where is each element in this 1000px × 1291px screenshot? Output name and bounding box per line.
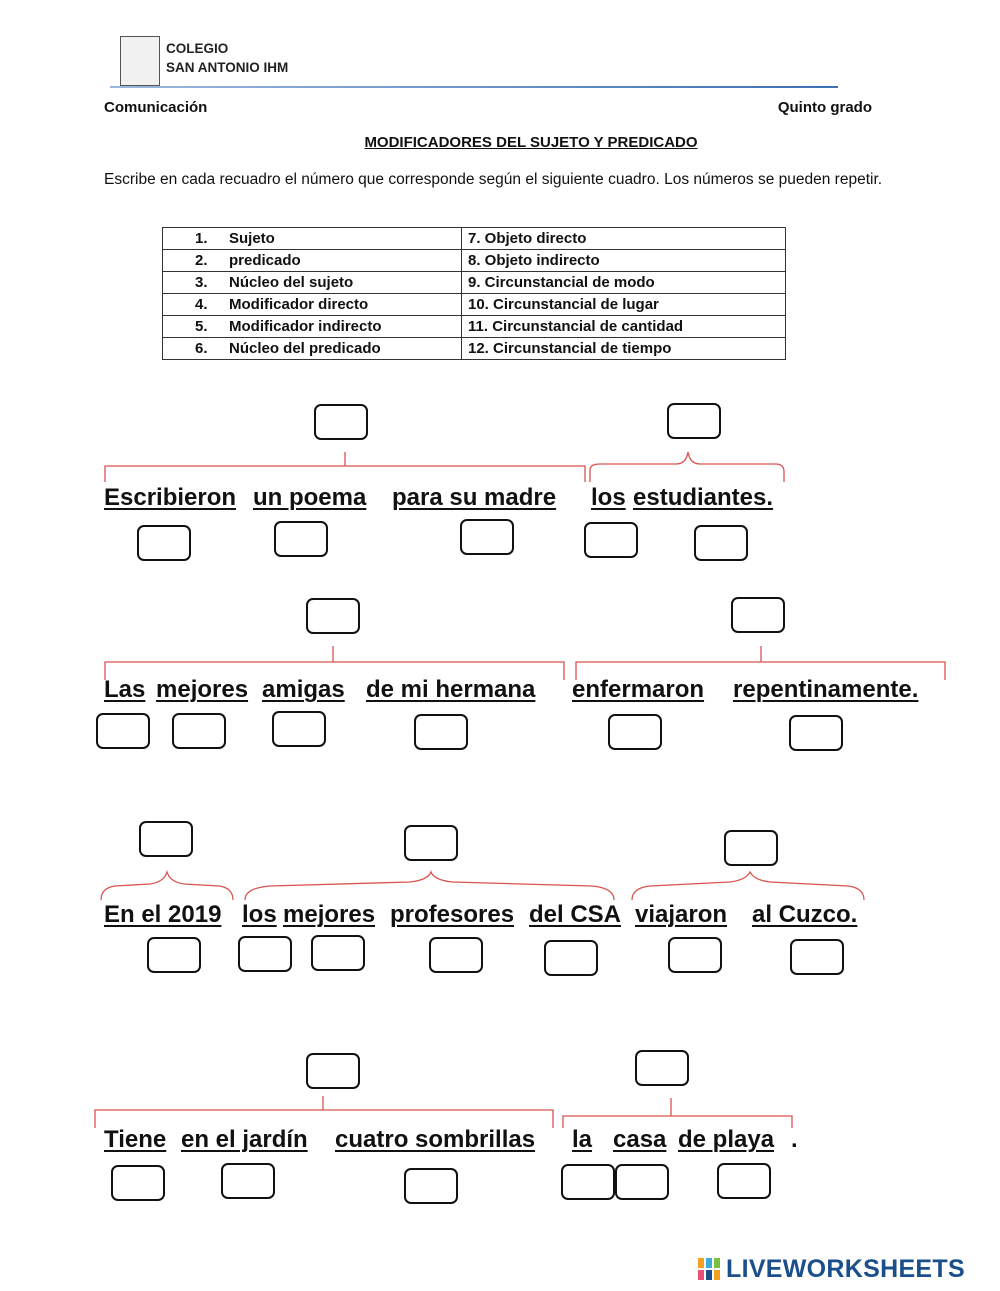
answer-box[interactable] bbox=[608, 714, 662, 750]
answer-box[interactable] bbox=[429, 937, 483, 973]
legend-number: 4. bbox=[195, 296, 208, 313]
legend-right-label: 8. Objeto indirecto bbox=[462, 250, 786, 272]
legend-left-label: Modificador directo bbox=[229, 296, 369, 313]
time-brace bbox=[101, 872, 233, 900]
answer-box[interactable] bbox=[111, 1165, 165, 1201]
sentence-word: mejores bbox=[156, 676, 249, 703]
answer-box[interactable] bbox=[404, 1168, 458, 1204]
answer-box[interactable] bbox=[667, 403, 721, 439]
sentence-word: profesores bbox=[390, 901, 515, 928]
answer-box[interactable] bbox=[561, 1164, 615, 1200]
sentence-word: cuatro sombrillas bbox=[335, 1126, 536, 1153]
sentence-word: enfermaron bbox=[572, 676, 705, 703]
answer-box[interactable] bbox=[460, 519, 514, 555]
sentence-word: al Cuzco. bbox=[752, 901, 858, 928]
legend-left-label: predicado bbox=[229, 252, 301, 269]
answer-box[interactable] bbox=[274, 521, 328, 557]
answer-box[interactable] bbox=[789, 715, 843, 751]
answer-box[interactable] bbox=[668, 937, 722, 973]
answer-box[interactable] bbox=[544, 940, 598, 976]
bracket-line-left bbox=[105, 646, 564, 680]
sentence-word: En el 2019 bbox=[104, 901, 222, 928]
school-name-line1: COLEGIO bbox=[166, 41, 229, 56]
legend-right-label: 10. Circunstancial de lugar bbox=[462, 294, 786, 316]
brand-logo-icon bbox=[698, 1258, 720, 1280]
answer-box[interactable] bbox=[717, 1163, 771, 1199]
sentence-word: para su madre bbox=[392, 484, 557, 511]
answer-box[interactable] bbox=[311, 935, 365, 971]
legend-right-label: 11. Circunstancial de cantidad bbox=[462, 316, 786, 338]
answer-box[interactable] bbox=[635, 1050, 689, 1086]
legend-number: 3. bbox=[195, 274, 208, 291]
answer-box[interactable] bbox=[172, 713, 226, 749]
answer-box[interactable] bbox=[96, 713, 150, 749]
legend-number: 6. bbox=[195, 340, 208, 357]
predicate-brace bbox=[590, 452, 784, 482]
legend-right-label: 9. Circunstancial de modo bbox=[462, 272, 786, 294]
answer-box[interactable] bbox=[414, 714, 468, 750]
legend-left-label: Modificador indirecto bbox=[229, 318, 382, 335]
sentence-word: repentinamente. bbox=[733, 676, 919, 703]
sentence-word: la bbox=[572, 1126, 593, 1153]
sentence-word: del CSA bbox=[529, 901, 622, 928]
answer-box[interactable] bbox=[221, 1163, 275, 1199]
sentence-word: Las bbox=[104, 676, 146, 703]
answer-box[interactable] bbox=[139, 821, 193, 857]
answer-box[interactable] bbox=[790, 939, 844, 975]
brand-name: LIVEWORKSHEETS bbox=[726, 1255, 965, 1283]
legend-number: 2. bbox=[195, 252, 208, 269]
answer-box[interactable] bbox=[724, 830, 778, 866]
answer-box[interactable] bbox=[731, 597, 785, 633]
legend-left-label: Sujeto bbox=[229, 230, 275, 247]
answer-box[interactable] bbox=[615, 1164, 669, 1200]
answer-box[interactable] bbox=[306, 1053, 360, 1089]
sentence-word: los bbox=[242, 901, 277, 928]
answer-box[interactable] bbox=[147, 937, 201, 973]
subject-brace bbox=[245, 872, 614, 900]
legend-right-label: 7. Objeto directo bbox=[462, 228, 786, 250]
sentence-word: Tiene bbox=[104, 1126, 167, 1153]
grade-label: Quinto grado bbox=[777, 99, 872, 116]
legend-number: 1. bbox=[195, 230, 208, 247]
sentence-word: Escribieron bbox=[104, 484, 237, 511]
answer-box[interactable] bbox=[404, 825, 458, 861]
answer-box[interactable] bbox=[694, 525, 748, 561]
legend-left-label: Núcleo del predicado bbox=[229, 340, 381, 357]
bracket-line-right bbox=[563, 1098, 792, 1128]
sentence-word: casa bbox=[613, 1126, 667, 1153]
answer-box[interactable] bbox=[272, 711, 326, 747]
school-name-line2: SAN ANTONIO IHM bbox=[166, 60, 289, 75]
sentence-period: . bbox=[791, 1126, 798, 1153]
answer-box[interactable] bbox=[137, 525, 191, 561]
answer-box[interactable] bbox=[238, 936, 292, 972]
answer-box[interactable] bbox=[584, 522, 638, 558]
subject-label: Comunicación bbox=[104, 99, 208, 116]
answer-box[interactable] bbox=[306, 598, 360, 634]
sentence-word: viajaron bbox=[635, 901, 728, 928]
sentence-word: un poema bbox=[253, 484, 367, 511]
answer-box[interactable] bbox=[314, 404, 368, 440]
legend-left-label: Núcleo del sujeto bbox=[229, 274, 354, 291]
sentence-word: en el jardín bbox=[181, 1126, 308, 1153]
predicate-brace bbox=[632, 872, 864, 900]
sentence-word: de mi hermana bbox=[366, 676, 536, 703]
sentence-word: amigas bbox=[262, 676, 345, 703]
bracket-line-right bbox=[576, 646, 945, 680]
subject-bracket-line bbox=[105, 452, 585, 482]
instructions: Escribe en cada recuadro el número que corresponde según el siguiente cuadro. Los números se pueden repetir. bbox=[104, 171, 883, 188]
sentence-word: estudiantes. bbox=[633, 484, 774, 511]
sentence-word: de playa bbox=[678, 1126, 775, 1153]
sentence-word: los bbox=[591, 484, 626, 511]
page-title: MODIFICADORES DEL SUJETO Y PREDICADO bbox=[364, 134, 698, 151]
bracket-line-left bbox=[95, 1096, 553, 1128]
legend-number: 5. bbox=[195, 318, 208, 335]
legend-right-label: 12. Circunstancial de tiempo bbox=[462, 338, 786, 360]
sentence-word: mejores bbox=[283, 901, 376, 928]
